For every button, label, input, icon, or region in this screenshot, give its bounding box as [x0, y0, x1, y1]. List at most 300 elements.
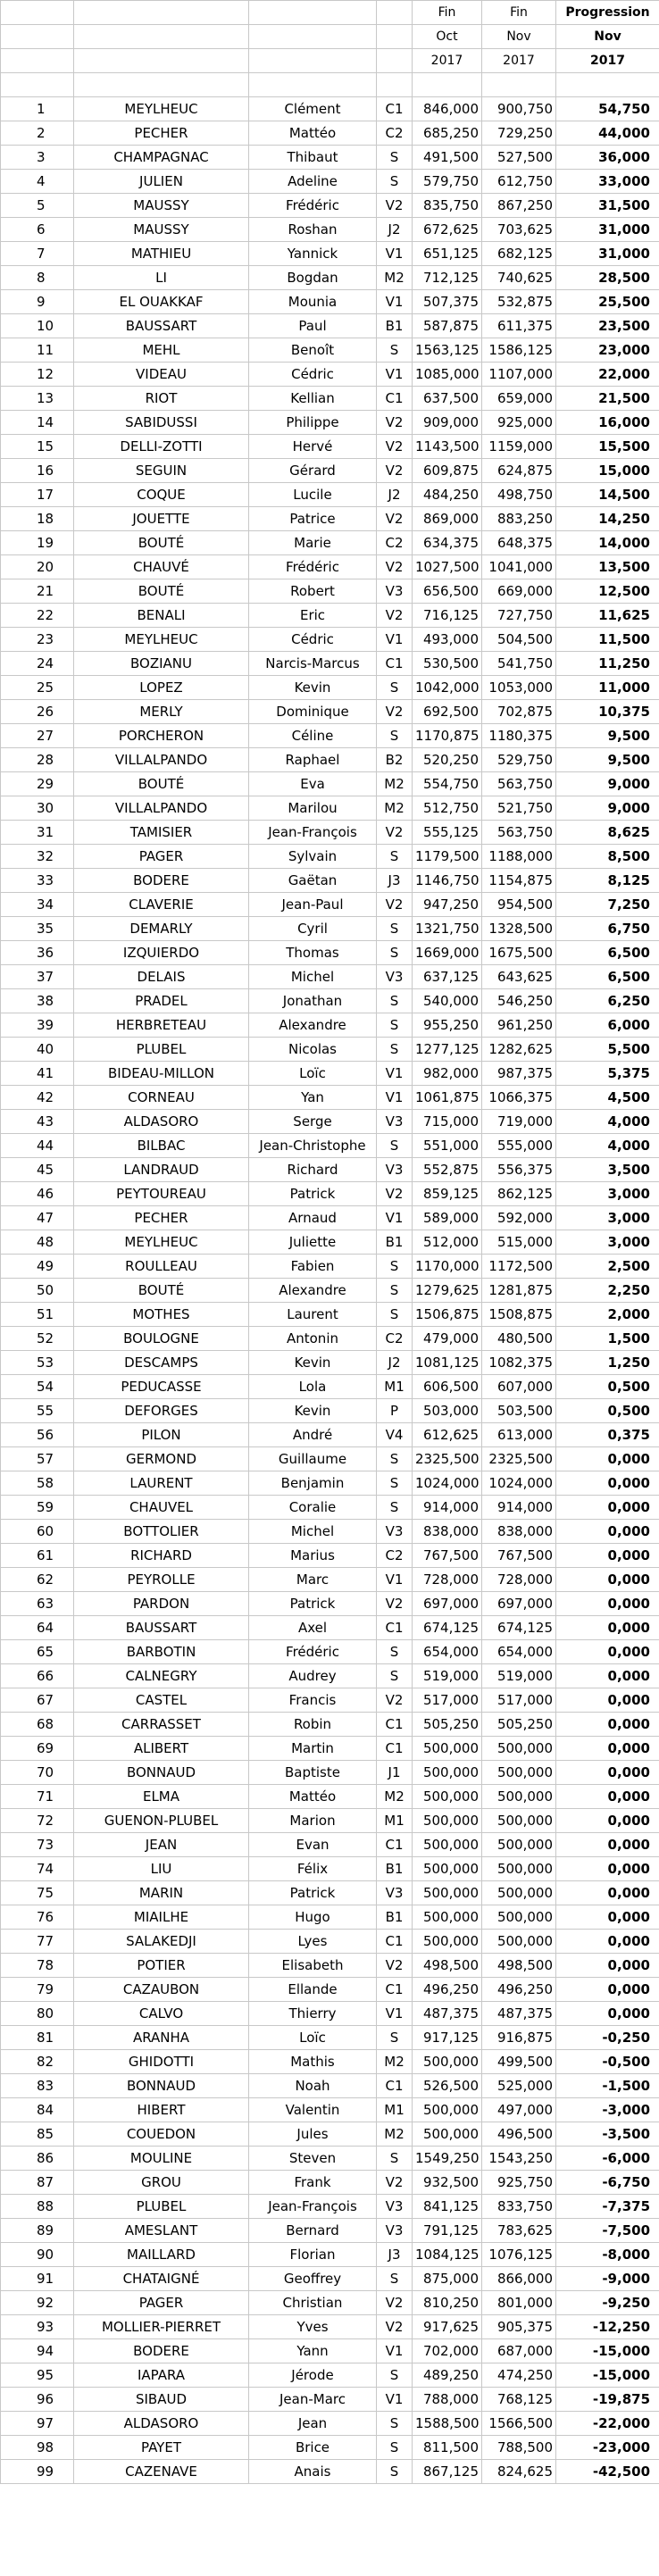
rank-cell[interactable]: 77	[1, 1930, 74, 1954]
last-name-cell[interactable]: SEGUIN	[74, 459, 249, 483]
nov-score-cell[interactable]: 961,250	[482, 1013, 556, 1038]
first-name-cell[interactable]: Fabien	[249, 1255, 377, 1279]
category-cell[interactable]: S	[377, 1471, 413, 1496]
progression-cell[interactable]: 9,500	[556, 748, 659, 772]
category-cell[interactable]: B2	[377, 748, 413, 772]
oct-score-cell[interactable]: 1024,000	[413, 1471, 482, 1496]
first-name-cell[interactable]: Félix	[249, 1857, 377, 1881]
progression-cell[interactable]: -1,500	[556, 2074, 659, 2098]
rank-cell[interactable]: 29	[1, 772, 74, 796]
category-cell[interactable]: M1	[377, 1375, 413, 1399]
category-cell[interactable]: C2	[377, 1327, 413, 1351]
progression-cell[interactable]: 0,000	[556, 1954, 659, 1978]
header-cell[interactable]	[377, 49, 413, 73]
oct-score-cell[interactable]: 520,250	[413, 748, 482, 772]
oct-score-cell[interactable]: 500,000	[413, 1785, 482, 1809]
nov-score-cell[interactable]: 838,000	[482, 1520, 556, 1544]
rank-cell[interactable]: 81	[1, 2026, 74, 2050]
rank-cell[interactable]: 85	[1, 2122, 74, 2147]
rank-cell[interactable]: 70	[1, 1761, 74, 1785]
nov-score-cell[interactable]: 768,125	[482, 2388, 556, 2412]
first-name-cell[interactable]: Hervé	[249, 435, 377, 459]
nov-score-cell[interactable]: 643,625	[482, 965, 556, 989]
first-name-cell[interactable]: Yan	[249, 1086, 377, 1110]
nov-score-cell[interactable]: 525,000	[482, 2074, 556, 2098]
category-cell[interactable]: J3	[377, 869, 413, 893]
category-cell[interactable]: V4	[377, 1423, 413, 1447]
last-name-cell[interactable]: PLUBEL	[74, 2195, 249, 2219]
nov-score-cell[interactable]: 703,625	[482, 218, 556, 242]
nov-score-cell[interactable]: 1508,875	[482, 1303, 556, 1327]
nov-score-cell[interactable]: 504,500	[482, 628, 556, 652]
category-cell[interactable]: S	[377, 941, 413, 965]
first-name-cell[interactable]: Thomas	[249, 941, 377, 965]
oct-score-cell[interactable]: 489,250	[413, 2363, 482, 2388]
first-name-cell[interactable]: Yves	[249, 2315, 377, 2339]
last-name-cell[interactable]: BAUSSART	[74, 1616, 249, 1640]
first-name-cell[interactable]: Martin	[249, 1737, 377, 1761]
progression-cell[interactable]: 0,000	[556, 1568, 659, 1592]
oct-score-cell[interactable]: 612,625	[413, 1423, 482, 1447]
nov-score-cell[interactable]: 1566,500	[482, 2412, 556, 2436]
oct-score-cell[interactable]: 932,500	[413, 2171, 482, 2195]
nov-score-cell[interactable]: 515,000	[482, 1230, 556, 1255]
progression-cell[interactable]: 14,250	[556, 507, 659, 531]
category-cell[interactable]: B1	[377, 314, 413, 338]
category-cell[interactable]: J1	[377, 1761, 413, 1785]
category-cell[interactable]: C1	[377, 2074, 413, 2098]
first-name-cell[interactable]: Jean-Marc	[249, 2388, 377, 2412]
progression-cell[interactable]: 3,000	[556, 1230, 659, 1255]
oct-score-cell[interactable]: 491,500	[413, 146, 482, 170]
first-name-cell[interactable]: Francis	[249, 1688, 377, 1713]
oct-score-cell[interactable]: 1279,625	[413, 1279, 482, 1303]
oct-score-cell[interactable]: 651,125	[413, 242, 482, 266]
nov-score-cell[interactable]: 500,000	[482, 1785, 556, 1809]
first-name-cell[interactable]: Kevin	[249, 1399, 377, 1423]
rank-cell[interactable]: 15	[1, 435, 74, 459]
oct-score-cell[interactable]: 500,000	[413, 1905, 482, 1930]
category-cell[interactable]: V1	[377, 290, 413, 314]
category-cell[interactable]: J3	[377, 2243, 413, 2267]
nov-score-cell[interactable]: 613,000	[482, 1423, 556, 1447]
last-name-cell[interactable]: CLAVERIE	[74, 893, 249, 917]
nov-score-cell[interactable]: 612,750	[482, 170, 556, 194]
category-cell[interactable]: M2	[377, 266, 413, 290]
nov-score-cell[interactable]: 727,750	[482, 604, 556, 628]
progression-cell[interactable]: 3,500	[556, 1158, 659, 1182]
oct-score-cell[interactable]: 526,500	[413, 2074, 482, 2098]
oct-score-cell[interactable]: 697,000	[413, 1592, 482, 1616]
progression-cell[interactable]: -9,250	[556, 2291, 659, 2315]
category-cell[interactable]: V2	[377, 1954, 413, 1978]
progression-cell[interactable]: -7,500	[556, 2219, 659, 2243]
last-name-cell[interactable]: MEYLHEUC	[74, 628, 249, 652]
oct-score-cell[interactable]: 1277,125	[413, 1038, 482, 1062]
nov-score-cell[interactable]: 497,000	[482, 2098, 556, 2122]
progression-cell[interactable]: 54,750	[556, 97, 659, 121]
nov-score-cell[interactable]: 1180,375	[482, 724, 556, 748]
rank-cell[interactable]: 54	[1, 1375, 74, 1399]
progression-cell[interactable]: 44,000	[556, 121, 659, 146]
rank-cell[interactable]: 25	[1, 676, 74, 700]
first-name-cell[interactable]: Marc	[249, 1568, 377, 1592]
category-cell[interactable]: V2	[377, 507, 413, 531]
last-name-cell[interactable]: BOUTÉ	[74, 579, 249, 604]
category-cell[interactable]: J2	[377, 483, 413, 507]
category-cell[interactable]: V2	[377, 2171, 413, 2195]
nov-score-cell[interactable]: 1675,500	[482, 941, 556, 965]
rank-cell[interactable]: 24	[1, 652, 74, 676]
oct-score-cell[interactable]: 507,375	[413, 290, 482, 314]
category-cell[interactable]: V1	[377, 2388, 413, 2412]
first-name-cell[interactable]: Mattéo	[249, 121, 377, 146]
first-name-cell[interactable]: Christian	[249, 2291, 377, 2315]
rank-cell[interactable]: 12	[1, 363, 74, 387]
progression-cell[interactable]: -8,000	[556, 2243, 659, 2267]
nov-score-cell[interactable]: 659,000	[482, 387, 556, 411]
header-oct-year[interactable]: 2017	[413, 49, 482, 73]
first-name-cell[interactable]: Patrice	[249, 507, 377, 531]
category-cell[interactable]: C1	[377, 387, 413, 411]
category-cell[interactable]: S	[377, 1279, 413, 1303]
category-cell[interactable]: S	[377, 1255, 413, 1279]
rank-cell[interactable]: 74	[1, 1857, 74, 1881]
progression-cell[interactable]: 8,125	[556, 869, 659, 893]
rank-cell[interactable]: 7	[1, 242, 74, 266]
category-cell[interactable]: S	[377, 845, 413, 869]
last-name-cell[interactable]: VIDEAU	[74, 363, 249, 387]
first-name-cell[interactable]: Michel	[249, 1520, 377, 1544]
first-name-cell[interactable]: Eric	[249, 604, 377, 628]
last-name-cell[interactable]: MOULINE	[74, 2147, 249, 2171]
first-name-cell[interactable]: Frank	[249, 2171, 377, 2195]
progression-cell[interactable]: 4,500	[556, 1086, 659, 1110]
rank-cell[interactable]: 55	[1, 1399, 74, 1423]
nov-score-cell[interactable]: 500,000	[482, 1881, 556, 1905]
oct-score-cell[interactable]: 914,000	[413, 1496, 482, 1520]
last-name-cell[interactable]: SIBAUD	[74, 2388, 249, 2412]
rank-cell[interactable]: 9	[1, 290, 74, 314]
progression-cell[interactable]: -6,750	[556, 2171, 659, 2195]
rank-cell[interactable]: 60	[1, 1520, 74, 1544]
progression-cell[interactable]: 2,250	[556, 1279, 659, 1303]
progression-cell[interactable]: 0,000	[556, 1930, 659, 1954]
first-name-cell[interactable]: Paul	[249, 314, 377, 338]
oct-score-cell[interactable]: 835,750	[413, 194, 482, 218]
nov-score-cell[interactable]: 987,375	[482, 1062, 556, 1086]
progression-cell[interactable]: 8,625	[556, 821, 659, 845]
last-name-cell[interactable]: DESCAMPS	[74, 1351, 249, 1375]
first-name-cell[interactable]: Jean	[249, 2412, 377, 2436]
oct-score-cell[interactable]: 728,000	[413, 1568, 482, 1592]
category-cell[interactable]: S	[377, 2436, 413, 2460]
rank-cell[interactable]: 45	[1, 1158, 74, 1182]
oct-score-cell[interactable]: 1506,875	[413, 1303, 482, 1327]
category-cell[interactable]: V2	[377, 700, 413, 724]
last-name-cell[interactable]: CORNEAU	[74, 1086, 249, 1110]
progression-cell[interactable]: 23,000	[556, 338, 659, 363]
first-name-cell[interactable]: Robin	[249, 1713, 377, 1737]
header-cell[interactable]	[1, 25, 74, 49]
progression-cell[interactable]: 0,375	[556, 1423, 659, 1447]
last-name-cell[interactable]: SABIDUSSI	[74, 411, 249, 435]
oct-score-cell[interactable]: 1085,000	[413, 363, 482, 387]
progression-cell[interactable]: 16,000	[556, 411, 659, 435]
progression-cell[interactable]: 0,000	[556, 1833, 659, 1857]
category-cell[interactable]: M2	[377, 2050, 413, 2074]
nov-score-cell[interactable]: 697,000	[482, 1592, 556, 1616]
oct-score-cell[interactable]: 484,250	[413, 483, 482, 507]
progression-cell[interactable]: 0,000	[556, 1592, 659, 1616]
header-oct-fin[interactable]: Fin	[413, 1, 482, 25]
category-cell[interactable]: V3	[377, 2219, 413, 2243]
rank-cell[interactable]: 93	[1, 2315, 74, 2339]
last-name-cell[interactable]: CHAUVÉ	[74, 555, 249, 579]
first-name-cell[interactable]: Benoît	[249, 338, 377, 363]
category-cell[interactable]: V1	[377, 1086, 413, 1110]
nov-score-cell[interactable]: 517,000	[482, 1688, 556, 1713]
nov-score-cell[interactable]: 905,375	[482, 2315, 556, 2339]
category-cell[interactable]: C1	[377, 652, 413, 676]
first-name-cell[interactable]: Benjamin	[249, 1471, 377, 1496]
last-name-cell[interactable]: DEFORGES	[74, 1399, 249, 1423]
rank-cell[interactable]: 63	[1, 1592, 74, 1616]
first-name-cell[interactable]: Jean-François	[249, 821, 377, 845]
last-name-cell[interactable]: CALNEGRY	[74, 1664, 249, 1688]
oct-score-cell[interactable]: 1146,750	[413, 869, 482, 893]
last-name-cell[interactable]: JEAN	[74, 1833, 249, 1857]
oct-score-cell[interactable]: 1081,125	[413, 1351, 482, 1375]
progression-cell[interactable]: 1,250	[556, 1351, 659, 1375]
progression-cell[interactable]: 0,000	[556, 1447, 659, 1471]
oct-score-cell[interactable]: 579,750	[413, 170, 482, 194]
first-name-cell[interactable]: Serge	[249, 1110, 377, 1134]
progression-cell[interactable]: 11,500	[556, 628, 659, 652]
rank-cell[interactable]: 66	[1, 1664, 74, 1688]
progression-cell[interactable]: -22,000	[556, 2412, 659, 2436]
rank-cell[interactable]: 59	[1, 1496, 74, 1520]
first-name-cell[interactable]: Roshan	[249, 218, 377, 242]
last-name-cell[interactable]: PAYET	[74, 2436, 249, 2460]
oct-score-cell[interactable]: 672,625	[413, 218, 482, 242]
category-cell[interactable]: S	[377, 2147, 413, 2171]
category-cell[interactable]: S	[377, 1640, 413, 1664]
progression-cell[interactable]: -0,500	[556, 2050, 659, 2074]
nov-score-cell[interactable]: 1188,000	[482, 845, 556, 869]
last-name-cell[interactable]: CALVO	[74, 2002, 249, 2026]
progression-cell[interactable]: 0,000	[556, 1857, 659, 1881]
last-name-cell[interactable]: PILON	[74, 1423, 249, 1447]
category-cell[interactable]: J2	[377, 218, 413, 242]
first-name-cell[interactable]: Mounia	[249, 290, 377, 314]
oct-score-cell[interactable]: 767,500	[413, 1544, 482, 1568]
nov-score-cell[interactable]: 914,000	[482, 1496, 556, 1520]
oct-score-cell[interactable]: 2325,500	[413, 1447, 482, 1471]
category-cell[interactable]: V2	[377, 2291, 413, 2315]
progression-cell[interactable]: 0,000	[556, 1496, 659, 1520]
category-cell[interactable]: V1	[377, 363, 413, 387]
last-name-cell[interactable]: VILLALPANDO	[74, 796, 249, 821]
category-cell[interactable]: V2	[377, 459, 413, 483]
progression-cell[interactable]: 31,000	[556, 242, 659, 266]
category-cell[interactable]: V3	[377, 965, 413, 989]
oct-score-cell[interactable]: 487,375	[413, 2002, 482, 2026]
oct-score-cell[interactable]: 554,750	[413, 772, 482, 796]
last-name-cell[interactable]: PRADEL	[74, 989, 249, 1013]
last-name-cell[interactable]: BENALI	[74, 604, 249, 628]
category-cell[interactable]: V1	[377, 1568, 413, 1592]
first-name-cell[interactable]: Laurent	[249, 1303, 377, 1327]
rank-cell[interactable]: 47	[1, 1206, 74, 1230]
progression-cell[interactable]: -42,500	[556, 2460, 659, 2484]
first-name-cell[interactable]: Marie	[249, 531, 377, 555]
oct-score-cell[interactable]: 505,250	[413, 1713, 482, 1737]
first-name-cell[interactable]: Mattéo	[249, 1785, 377, 1809]
category-cell[interactable]: S	[377, 1134, 413, 1158]
category-cell[interactable]: V1	[377, 1062, 413, 1086]
oct-score-cell[interactable]: 1563,125	[413, 338, 482, 363]
progression-cell[interactable]: 6,250	[556, 989, 659, 1013]
category-cell[interactable]: S	[377, 146, 413, 170]
oct-score-cell[interactable]: 1084,125	[413, 2243, 482, 2267]
rank-cell[interactable]: 84	[1, 2098, 74, 2122]
nov-score-cell[interactable]: 500,000	[482, 1809, 556, 1833]
oct-score-cell[interactable]: 1027,500	[413, 555, 482, 579]
nov-score-cell[interactable]: 503,500	[482, 1399, 556, 1423]
rank-cell[interactable]: 71	[1, 1785, 74, 1809]
progression-cell[interactable]: 36,000	[556, 146, 659, 170]
first-name-cell[interactable]: Evan	[249, 1833, 377, 1857]
first-name-cell[interactable]: Brice	[249, 2436, 377, 2460]
progression-cell[interactable]: -23,000	[556, 2436, 659, 2460]
category-cell[interactable]: V1	[377, 628, 413, 652]
rank-cell[interactable]: 19	[1, 531, 74, 555]
nov-score-cell[interactable]: 824,625	[482, 2460, 556, 2484]
oct-score-cell[interactable]: 500,000	[413, 2050, 482, 2074]
progression-cell[interactable]: 0,000	[556, 1616, 659, 1640]
rank-cell[interactable]: 80	[1, 2002, 74, 2026]
rank-cell[interactable]: 49	[1, 1255, 74, 1279]
last-name-cell[interactable]: PEYTOUREAU	[74, 1182, 249, 1206]
rank-cell[interactable]: 48	[1, 1230, 74, 1255]
first-name-cell[interactable]: Anais	[249, 2460, 377, 2484]
oct-score-cell[interactable]: 555,125	[413, 821, 482, 845]
last-name-cell[interactable]: AMESLANT	[74, 2219, 249, 2243]
last-name-cell[interactable]: VILLALPANDO	[74, 748, 249, 772]
nov-score-cell[interactable]: 719,000	[482, 1110, 556, 1134]
nov-score-cell[interactable]: 496,250	[482, 1978, 556, 2002]
first-name-cell[interactable]: Céline	[249, 724, 377, 748]
oct-score-cell[interactable]: 512,750	[413, 796, 482, 821]
progression-cell[interactable]: 8,500	[556, 845, 659, 869]
progression-cell[interactable]: -3,000	[556, 2098, 659, 2122]
nov-score-cell[interactable]: 498,750	[482, 483, 556, 507]
nov-score-cell[interactable]: 900,750	[482, 97, 556, 121]
progression-cell[interactable]: 4,000	[556, 1110, 659, 1134]
progression-cell[interactable]: 9,000	[556, 772, 659, 796]
oct-score-cell[interactable]: 587,875	[413, 314, 482, 338]
last-name-cell[interactable]: HIBERT	[74, 2098, 249, 2122]
oct-score-cell[interactable]: 503,000	[413, 1399, 482, 1423]
last-name-cell[interactable]: COQUE	[74, 483, 249, 507]
rank-cell[interactable]: 96	[1, 2388, 74, 2412]
first-name-cell[interactable]: Kevin	[249, 1351, 377, 1375]
first-name-cell[interactable]: Frédéric	[249, 194, 377, 218]
rank-cell[interactable]: 53	[1, 1351, 74, 1375]
oct-score-cell[interactable]: 637,500	[413, 387, 482, 411]
header-cell[interactable]	[1, 1, 74, 25]
first-name-cell[interactable]: Marius	[249, 1544, 377, 1568]
first-name-cell[interactable]: Patrick	[249, 1182, 377, 1206]
rank-cell[interactable]: 78	[1, 1954, 74, 1978]
oct-score-cell[interactable]: 1669,000	[413, 941, 482, 965]
rank-cell[interactable]: 11	[1, 338, 74, 363]
category-cell[interactable]: S	[377, 1447, 413, 1471]
oct-score-cell[interactable]: 788,000	[413, 2388, 482, 2412]
empty-cell[interactable]	[249, 73, 377, 97]
rank-cell[interactable]: 82	[1, 2050, 74, 2074]
nov-score-cell[interactable]: 740,625	[482, 266, 556, 290]
progression-cell[interactable]: 0,000	[556, 1640, 659, 1664]
first-name-cell[interactable]: Valentin	[249, 2098, 377, 2122]
last-name-cell[interactable]: LANDRAUD	[74, 1158, 249, 1182]
first-name-cell[interactable]: Audrey	[249, 1664, 377, 1688]
oct-score-cell[interactable]: 656,500	[413, 579, 482, 604]
nov-score-cell[interactable]: 500,000	[482, 1905, 556, 1930]
header-cell[interactable]	[249, 49, 377, 73]
progression-cell[interactable]: 11,250	[556, 652, 659, 676]
last-name-cell[interactable]: DEMARLY	[74, 917, 249, 941]
oct-score-cell[interactable]: 712,125	[413, 266, 482, 290]
first-name-cell[interactable]: Hugo	[249, 1905, 377, 1930]
category-cell[interactable]: C1	[377, 1737, 413, 1761]
last-name-cell[interactable]: ROULLEAU	[74, 1255, 249, 1279]
last-name-cell[interactable]: PECHER	[74, 1206, 249, 1230]
last-name-cell[interactable]: BIDEAU-MILLON	[74, 1062, 249, 1086]
rank-cell[interactable]: 26	[1, 700, 74, 724]
category-cell[interactable]: S	[377, 1013, 413, 1038]
oct-score-cell[interactable]: 947,250	[413, 893, 482, 917]
last-name-cell[interactable]: CAZENAVE	[74, 2460, 249, 2484]
rank-cell[interactable]: 31	[1, 821, 74, 845]
nov-score-cell[interactable]: 788,500	[482, 2436, 556, 2460]
last-name-cell[interactable]: ARANHA	[74, 2026, 249, 2050]
category-cell[interactable]: S	[377, 2267, 413, 2291]
rank-cell[interactable]: 75	[1, 1881, 74, 1905]
progression-cell[interactable]: 0,000	[556, 1881, 659, 1905]
category-cell[interactable]: B1	[377, 1905, 413, 1930]
progression-cell[interactable]: 31,000	[556, 218, 659, 242]
rank-cell[interactable]: 89	[1, 2219, 74, 2243]
oct-score-cell[interactable]: 917,125	[413, 2026, 482, 2050]
last-name-cell[interactable]: MAILLARD	[74, 2243, 249, 2267]
last-name-cell[interactable]: SALAKEDJI	[74, 1930, 249, 1954]
progression-cell[interactable]: 31,500	[556, 194, 659, 218]
progression-cell[interactable]: 28,500	[556, 266, 659, 290]
oct-score-cell[interactable]: 917,625	[413, 2315, 482, 2339]
progression-cell[interactable]: 6,750	[556, 917, 659, 941]
header-progression-year[interactable]: 2017	[556, 49, 659, 73]
last-name-cell[interactable]: MARIN	[74, 1881, 249, 1905]
rank-cell[interactable]: 90	[1, 2243, 74, 2267]
category-cell[interactable]: S	[377, 1303, 413, 1327]
category-cell[interactable]: V2	[377, 411, 413, 435]
progression-cell[interactable]: -15,000	[556, 2363, 659, 2388]
rank-cell[interactable]: 87	[1, 2171, 74, 2195]
oct-score-cell[interactable]: 838,000	[413, 1520, 482, 1544]
progression-cell[interactable]: 0,500	[556, 1399, 659, 1423]
